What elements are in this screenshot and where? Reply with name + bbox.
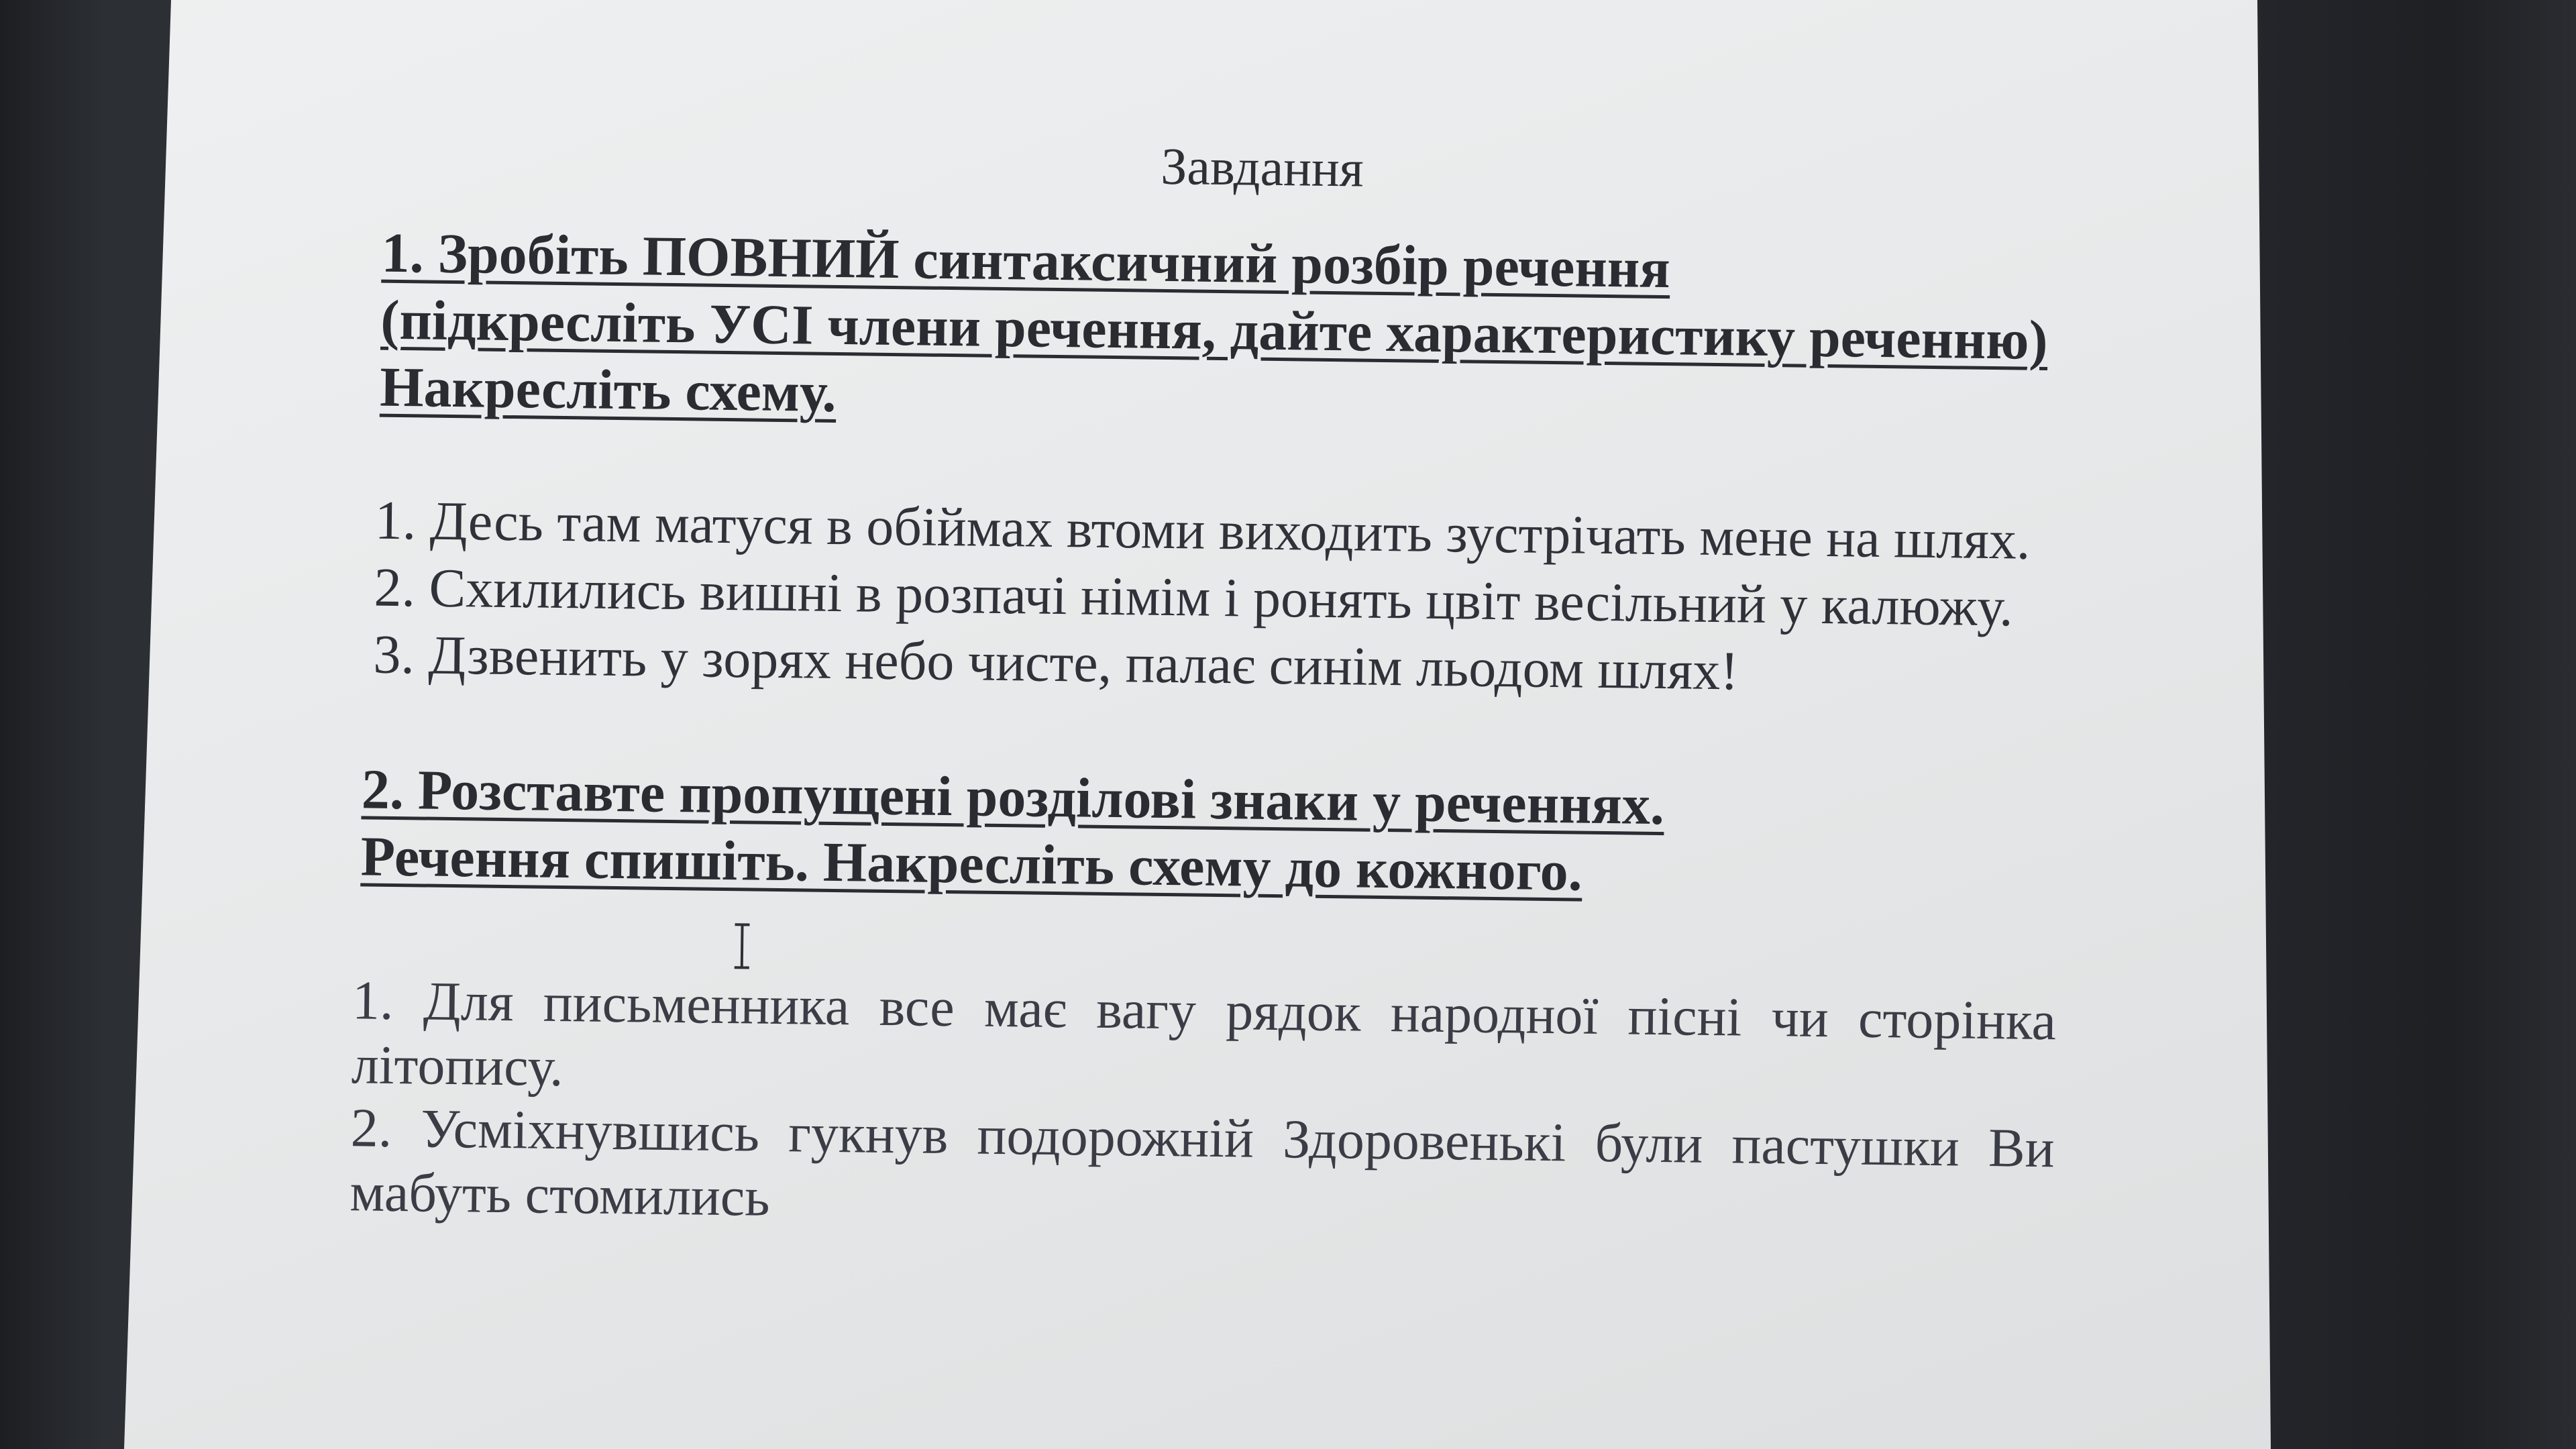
task1-heading-line-3: Накресліть схему. xyxy=(379,356,837,424)
document-title: Завдання xyxy=(1160,136,1364,198)
task1-heading-line-1: 1. Зробіть ПОВНИЙ синтаксичний розбір речення xyxy=(381,221,1671,301)
task1-sentence-3: 3. Дзвенить у зорях небо чисте, палає синім льодом шлях! xyxy=(372,623,1739,702)
task1-sentence-1: 1. Десь там матуся в обіймах втоми виходить зустрічать мене на шлях. xyxy=(374,489,2031,571)
task2-heading-line-2: Речення спишіть. Накресліть схему до кожного. xyxy=(360,825,1583,903)
i-beam-cursor-icon xyxy=(732,922,753,969)
task2-heading-line-1: 2. Розставте пропущені розділові знаки у реченнях. xyxy=(361,758,1665,837)
task2-sentence-2: 2. Усміхнувшись гукнув подорожній Здоровенькі були пастушки Ви мабуть стомились xyxy=(350,1097,2055,1228)
task1-sentence-2: 2. Схилились вишні в розпачі німім і ронять цвіт весільний у калюжу. xyxy=(374,556,2014,638)
task2-sentence-1: 1. Для письменника все має вагу рядок народної пісні чи сторінка літопису. xyxy=(351,969,2057,1098)
task1-heading-line-2: (підкресліть УСІ члени речення, дайте характеристику реченню) xyxy=(380,288,2049,372)
